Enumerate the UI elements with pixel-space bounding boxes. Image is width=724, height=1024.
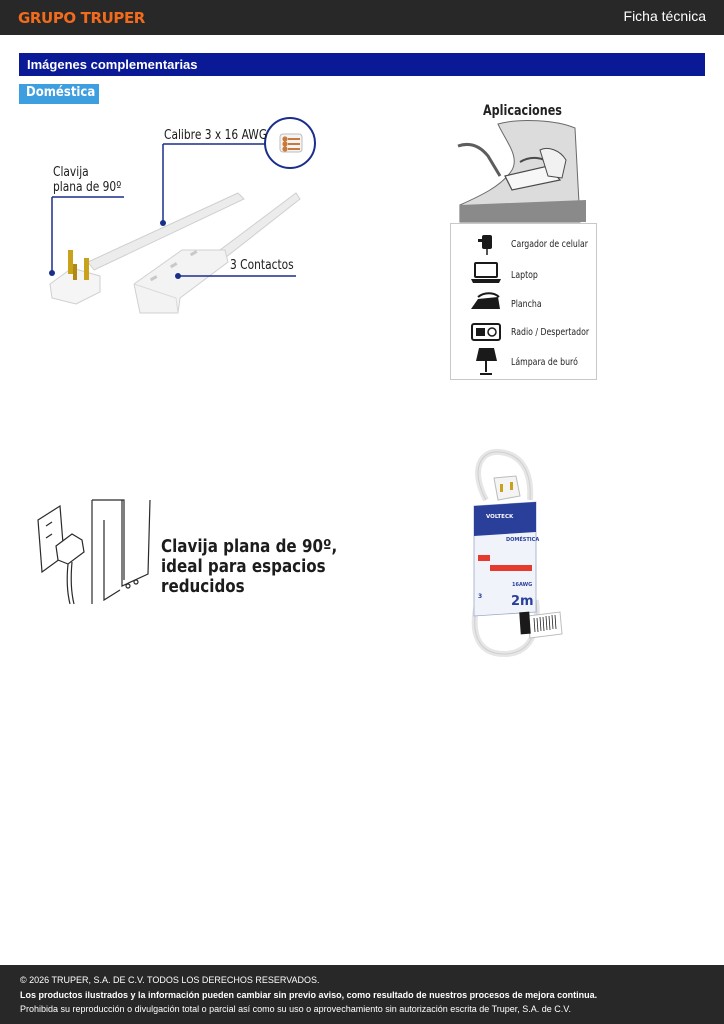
footer-prohibition: Prohibida su reproducción o divulgación total o parcial así como su uso o aprovechamiento sin autorización escrita de Truper, S.A. de C.V.	[20, 1004, 571, 1014]
footer-bar	[0, 965, 724, 1024]
feature-line-1: Clavija plana de 90º,	[161, 536, 338, 557]
applications-title: Aplicaciones	[483, 103, 562, 119]
plug-callout-line2: plana de 90º	[53, 180, 122, 195]
app-item-laptop: Laptop	[511, 270, 538, 281]
package-length: 2m	[511, 594, 534, 609]
package-outlets: 3	[478, 593, 483, 600]
app-item-iron: Plancha	[511, 299, 542, 310]
brand-logo: GRUPO TRUPER	[18, 9, 145, 27]
feature-line-2: ideal para espacios	[161, 556, 326, 577]
plug-callout-line1: Clavija	[53, 165, 89, 180]
package-brand: VOLTECK	[486, 514, 514, 520]
footer-copyright: © 2026 TRUPER, S.A. DE C.V. TODOS LOS DERECHOS RESERVADOS.	[20, 975, 320, 985]
gauge-callout: Calibre 3 x 16 AWG	[164, 128, 268, 143]
package-gauge: 16AWG	[512, 582, 533, 588]
app-item-radio-clock: Radio / Despertador	[511, 327, 590, 338]
outlets-callout: 3 Contactos	[230, 258, 294, 273]
sheet-title: Ficha técnica	[623, 8, 706, 24]
footer-notice: Los productos ilustrados y la información pueden cambiar sin previo aviso, como resultado de nuestros procesos de mejora continua.	[20, 990, 598, 1000]
app-item-phone-charger: Cargador de celular	[511, 239, 589, 250]
app-item-lamp: Lámpara de buró	[511, 357, 578, 368]
package-category: DOMÉSTICA	[506, 537, 540, 543]
section-title: Imágenes complementarias	[27, 57, 198, 72]
feature-line-3: reducidos	[161, 576, 245, 597]
category-tag-label: Doméstica	[26, 85, 96, 100]
